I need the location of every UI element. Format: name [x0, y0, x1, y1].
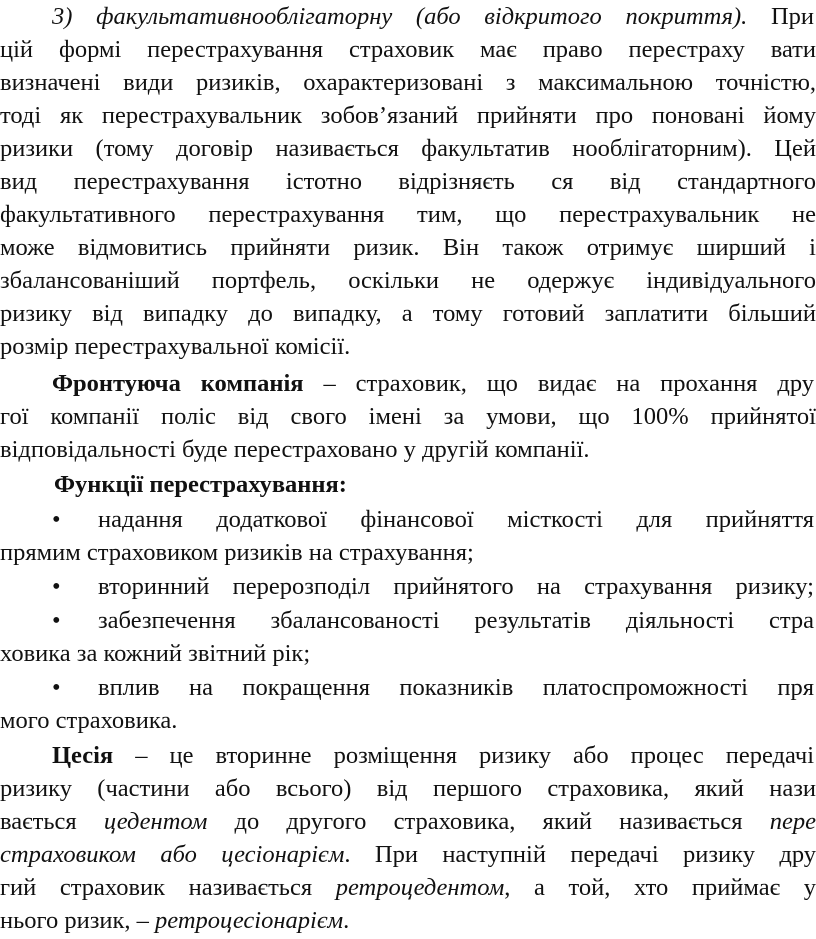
- text-line-regular: – страховик, що видає на прохання дру: [303, 370, 814, 397]
- text-line: [0, 165, 816, 198]
- text-line: [0, 739, 814, 772]
- bullet-icon: •: [52, 674, 61, 701]
- list-item-continuation: ховика за кожний звітний рік;: [0, 640, 311, 667]
- text-line: [0, 772, 816, 805]
- text-line-regular: збалансованіший портфель, оскільки не одержує індивідуального: [0, 267, 816, 294]
- list-item: [0, 570, 814, 603]
- text-line-regular: ризики (тому договір називається факультатив нооблігаторним). Цей: [0, 135, 816, 162]
- bullet-icon: •: [52, 573, 61, 600]
- term-retrocessionaire: ретроцесіонарієм: [155, 907, 344, 934]
- text-line-regular: ризику (частини або всього) від першого страховика, який нази: [0, 775, 816, 802]
- text-line: [0, 904, 816, 937]
- text-line-regular: вається: [0, 808, 104, 835]
- section-heading: [0, 468, 816, 501]
- list-item: [0, 671, 814, 704]
- list-item-text: забезпечення збалансованості результатів діяльності стра: [98, 607, 814, 634]
- text-line-regular: факультативного перестрахування тим, що перестрахувальник не: [0, 201, 816, 228]
- term-cedent: цедентом: [103, 808, 208, 835]
- text-line-regular: .: [343, 907, 350, 934]
- term-fronting-company: Фронтуюча компанія: [52, 370, 304, 397]
- text-line-regular: відповідальності буде перестраховано у другій компанії.: [0, 436, 590, 463]
- text-line-italic: 3) факультативнооблігаторну (або відкритого покриття).: [52, 3, 748, 30]
- text-line: [0, 805, 816, 838]
- text-line: [0, 231, 816, 264]
- text-line-regular: тоді як перестрахувальник зобов’язаний прийняти про поновані йому: [0, 102, 816, 129]
- term-retrocedent: ретроцедентом: [335, 874, 505, 901]
- text-line-regular: ризику від випадку до випадку, а тому готовий заплатити більший: [0, 300, 816, 327]
- text-line: [0, 198, 816, 231]
- list-item: [0, 604, 814, 637]
- bullet-icon: •: [52, 506, 61, 533]
- text-line: [0, 367, 814, 400]
- list-item-continuation: прямим страховиком ризиків на страхування;: [0, 539, 474, 566]
- list-item-text: надання додаткової фінансової місткості для прийняття: [98, 506, 814, 533]
- text-line: [0, 433, 816, 466]
- text-line-regular: гий страховик називається: [0, 874, 336, 901]
- text-line-regular: розмір перестрахувальної комісії.: [0, 333, 351, 360]
- text-line: [0, 871, 816, 904]
- text-line-regular: визначені види ризиків, охарактеризовані з максимальною точністю,: [0, 69, 816, 96]
- text-line: [0, 0, 814, 33]
- heading-functions: Функції перестрахування:: [54, 471, 347, 498]
- text-line-regular: до другого страховика, який називається: [207, 808, 770, 835]
- text-line-regular: цій формі перестрахування страховик має право перестраху вати: [0, 36, 816, 63]
- term-reinsurer-start: пере: [769, 808, 816, 835]
- term-reinsurer: страховиком або цесіонарієм: [0, 841, 345, 868]
- text-line: [0, 330, 816, 363]
- list-item-text: вторинний перерозподіл прийнятого на страхування ризику;: [98, 573, 814, 600]
- bullet-icon: •: [52, 607, 61, 634]
- text-line: [0, 400, 816, 433]
- text-line-regular: При: [747, 3, 814, 30]
- text-line: [0, 838, 816, 871]
- text-line-regular: – це вторинне розміщення ризику або процес передачі: [113, 742, 814, 769]
- text-line: [0, 132, 816, 165]
- text-line-regular: нього ризик, –: [0, 907, 156, 934]
- text-line: [0, 264, 816, 297]
- text-line: [0, 704, 816, 737]
- text-line: [0, 66, 816, 99]
- list-item: [0, 503, 814, 536]
- text-line: [0, 297, 816, 330]
- list-item-text: вплив на покращення показників платоспроможності пря: [98, 674, 814, 701]
- text-line-regular: , а той, хто приймає у: [504, 874, 816, 901]
- text-line: [0, 536, 816, 569]
- text-line-regular: гої компанії поліс від свого імені за умови, що 100% прийнятої: [0, 403, 816, 430]
- text-line: [0, 33, 816, 66]
- text-line: [0, 99, 816, 132]
- list-item-continuation: мого страховика.: [0, 707, 178, 734]
- text-line-regular: вид перестрахування істотно відрізняєть ся від стандартного: [0, 168, 816, 195]
- text-line-regular: може відмовитись прийняти ризик. Він також отримує ширший і: [0, 234, 816, 261]
- text-line: [0, 637, 816, 670]
- text-line-regular: . При наступній передачі ризику дру: [344, 841, 816, 868]
- term-cession: Цесія: [52, 742, 114, 769]
